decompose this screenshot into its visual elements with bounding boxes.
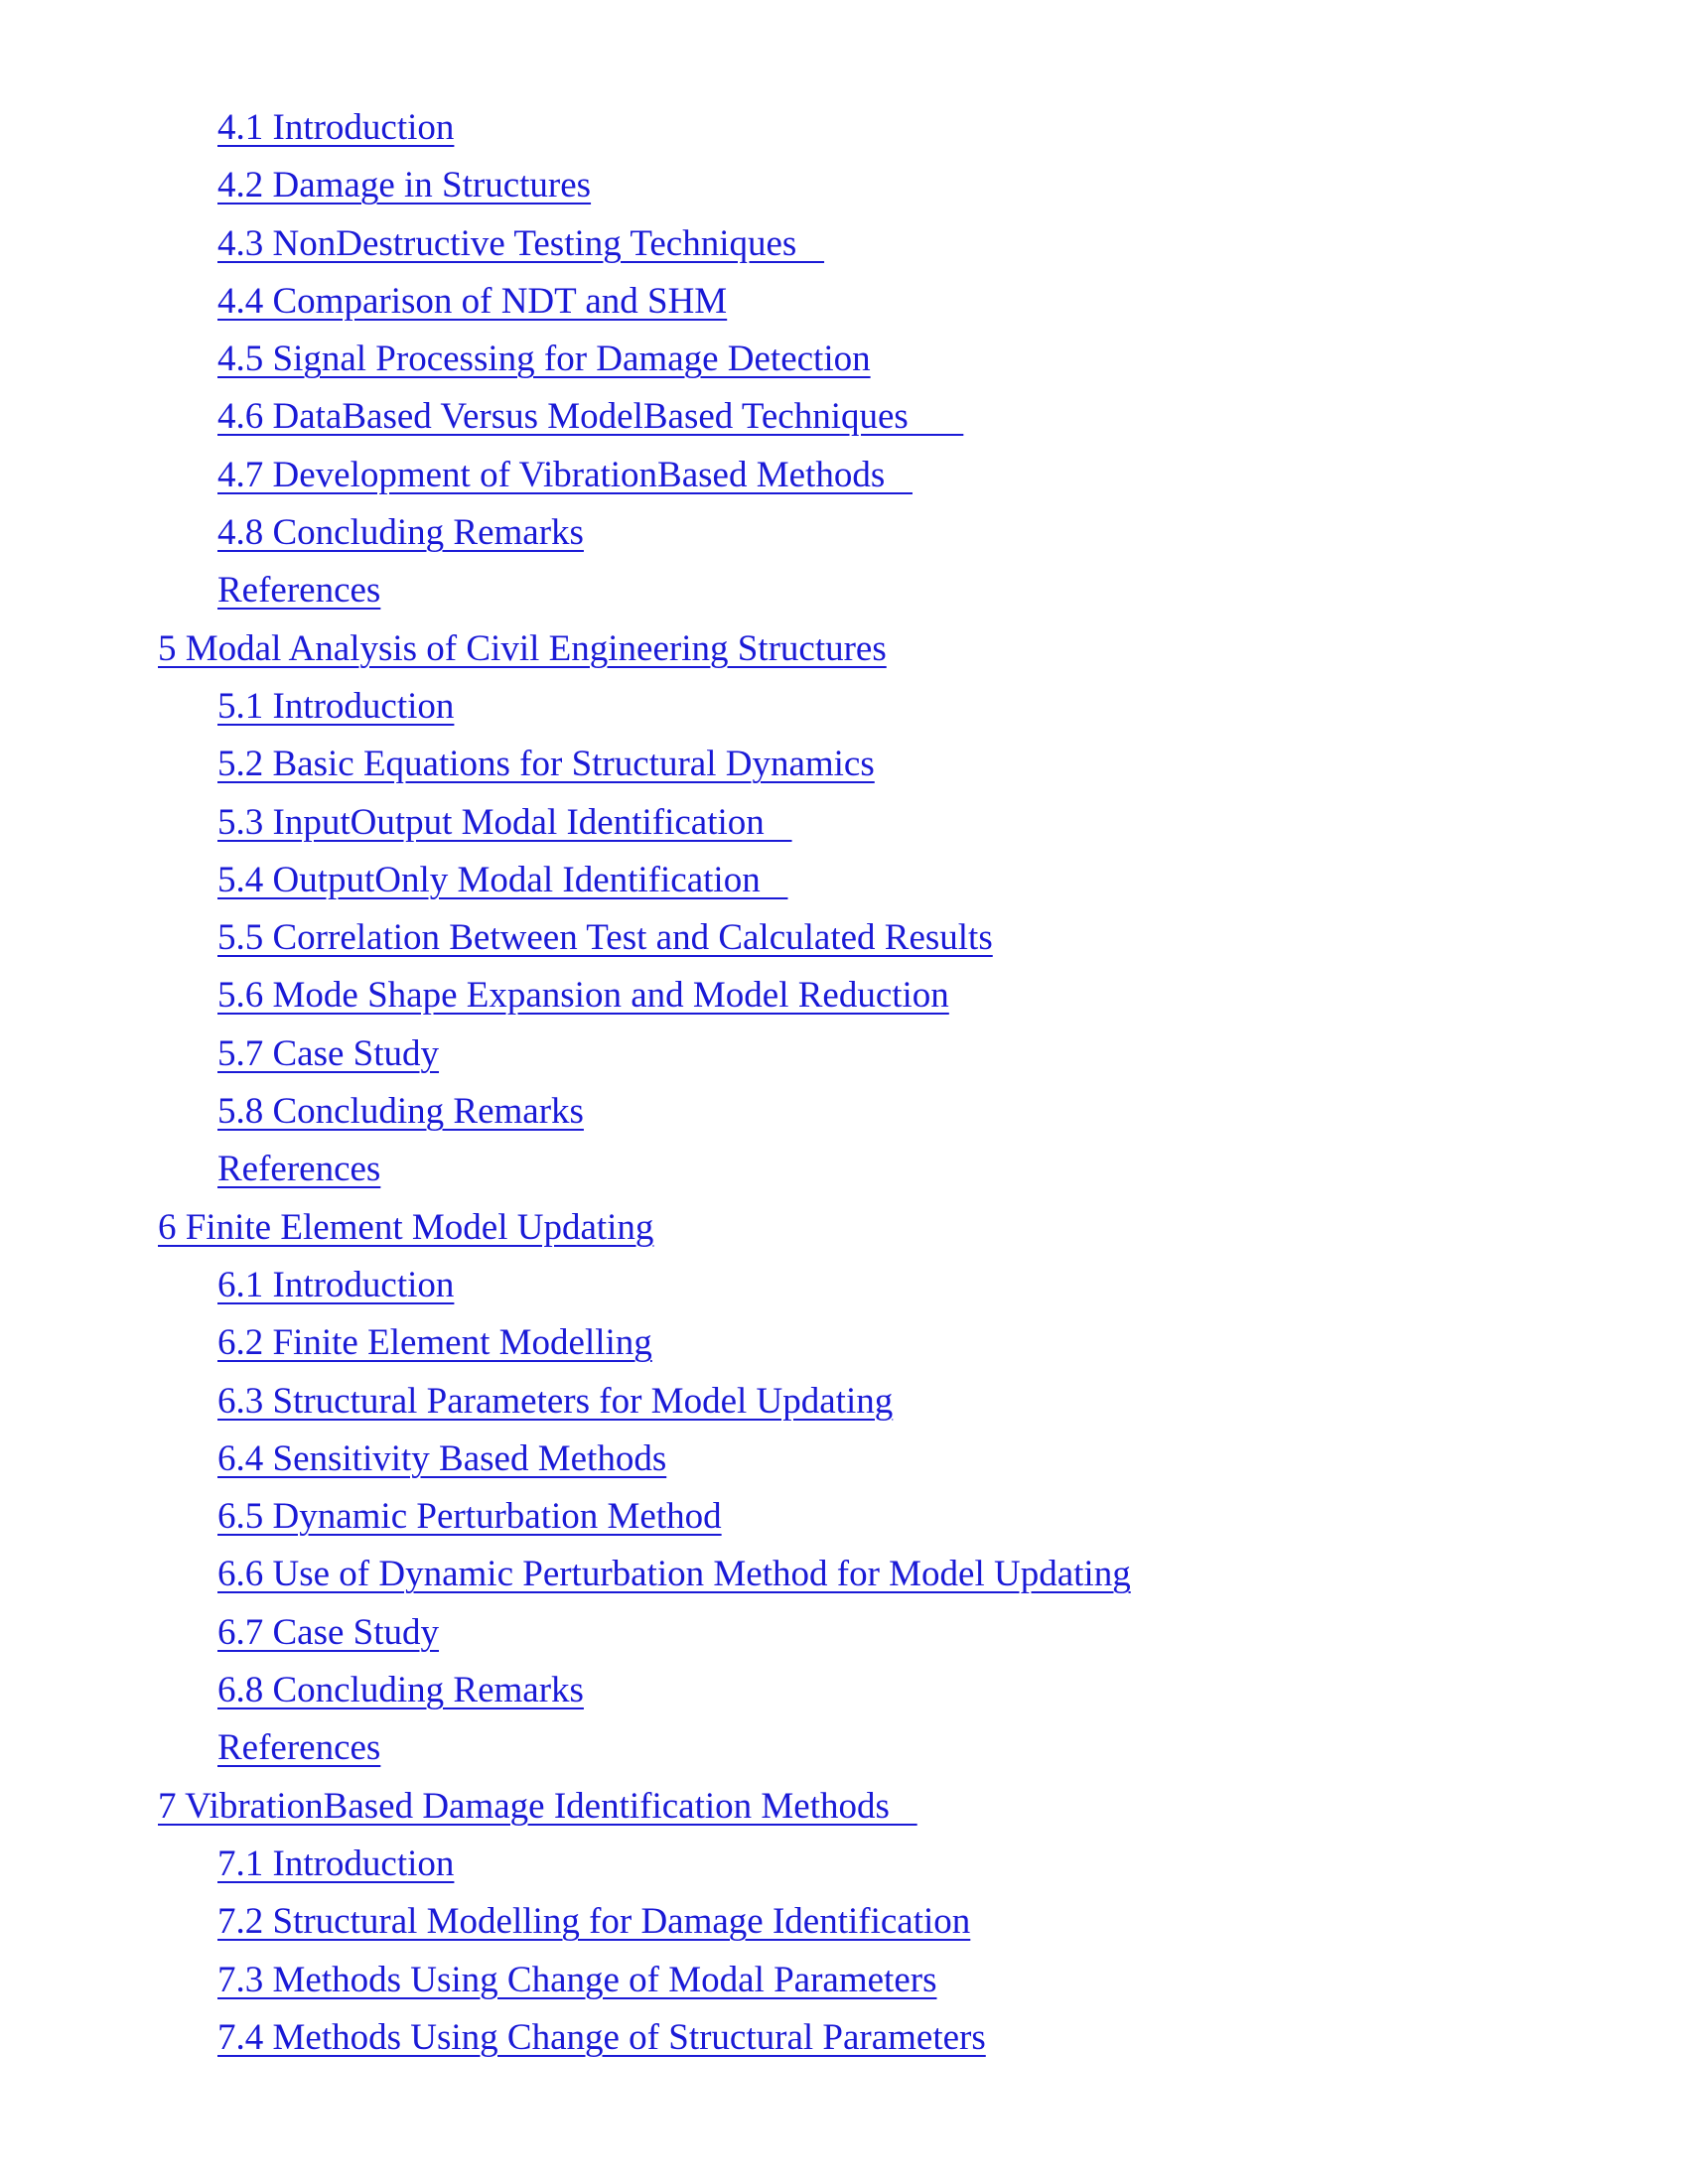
section-link[interactable]: 7.3 Methods Using Change of Modal Parameters [217, 1959, 937, 2000]
section-link[interactable]: 4.1 Introduction [217, 107, 455, 148]
toc-section-entry [0, 967, 1688, 1024]
toc-section-entry [0, 504, 1688, 562]
toc-section-entry [0, 852, 1688, 909]
toc-section-entry [0, 331, 1688, 388]
toc-section-entry [0, 2009, 1688, 2067]
section-link[interactable]: 4.6 DataBased Versus ModelBased Techniques [217, 396, 964, 438]
toc-section-entry [0, 447, 1688, 504]
section-link[interactable]: 5.1 Introduction [217, 685, 455, 727]
section-link[interactable]: 5.4 OutputOnly Modal Identification [217, 859, 788, 900]
toc-chapter-entry [0, 1778, 1688, 1836]
toc-section-entry [0, 273, 1688, 331]
toc-section-entry [0, 1836, 1688, 1893]
section-link[interactable]: 5.2 Basic Equations for Structural Dynamics [217, 744, 875, 785]
table-of-contents [0, 99, 1688, 2067]
section-link[interactable]: 4.8 Concluding Remarks [217, 512, 584, 554]
toc-section-entry [0, 562, 1688, 619]
toc-section-entry [0, 1546, 1688, 1603]
section-link[interactable]: References [217, 1149, 381, 1190]
section-link[interactable]: 6.7 Case Study [217, 1611, 440, 1653]
chapter-link[interactable]: 6 Finite Element Model Updating [158, 1206, 654, 1248]
toc-section-entry [0, 909, 1688, 967]
toc-section-entry [0, 678, 1688, 736]
section-link[interactable]: 5.3 InputOutput Modal Identification [217, 801, 792, 843]
section-link[interactable]: 7.2 Structural Modelling for Damage Identification [217, 1901, 971, 1943]
section-link[interactable]: 5.6 Mode Shape Expansion and Model Reduction [217, 975, 949, 1017]
section-link[interactable]: 6.2 Finite Element Modelling [217, 1322, 652, 1364]
section-link[interactable]: 6.3 Structural Parameters for Model Updating [217, 1380, 894, 1422]
toc-section-entry [0, 1952, 1688, 2009]
toc-section-entry [0, 1488, 1688, 1546]
section-link[interactable]: References [217, 570, 381, 612]
section-link[interactable]: 5.7 Case Study [217, 1032, 440, 1074]
toc-section-entry [0, 1719, 1688, 1777]
section-link[interactable]: 6.1 Introduction [217, 1264, 455, 1305]
section-link[interactable]: 5.8 Concluding Remarks [217, 1091, 584, 1133]
section-link[interactable]: 6.8 Concluding Remarks [217, 1670, 584, 1711]
section-link[interactable]: 4.7 Development of VibrationBased Methods [217, 454, 913, 495]
toc-section-entry [0, 1025, 1688, 1083]
toc-section-entry [0, 794, 1688, 852]
section-link[interactable]: 5.5 Correlation Between Test and Calculated Results [217, 917, 993, 959]
section-link[interactable]: 7.1 Introduction [217, 1843, 455, 1884]
section-link[interactable]: 4.5 Signal Processing for Damage Detection [217, 339, 871, 380]
toc-section-entry [0, 1373, 1688, 1431]
section-link[interactable]: 6.6 Use of Dynamic Perturbation Method for Model Updating [217, 1554, 1131, 1595]
toc-section-entry [0, 388, 1688, 446]
toc-section-entry [0, 1141, 1688, 1198]
section-link[interactable]: References [217, 1727, 381, 1769]
chapter-link[interactable]: 5 Modal Analysis of Civil Engineering Structures [158, 627, 887, 669]
section-link[interactable]: 4.3 NonDestructive Testing Techniques [217, 222, 825, 264]
toc-section-entry [0, 1083, 1688, 1141]
toc-section-entry [0, 736, 1688, 793]
section-link[interactable]: 4.2 Damage in Structures [217, 165, 592, 206]
toc-section-entry [0, 1662, 1688, 1719]
toc-chapter-entry [0, 620, 1688, 678]
toc-section-entry [0, 157, 1688, 214]
section-link[interactable]: 6.5 Dynamic Perturbation Method [217, 1496, 722, 1538]
toc-section-entry [0, 99, 1688, 157]
toc-section-entry [0, 215, 1688, 273]
section-link[interactable]: 6.4 Sensitivity Based Methods [217, 1437, 667, 1479]
toc-section-entry [0, 1893, 1688, 1951]
section-link[interactable]: 4.4 Comparison of NDT and SHM [217, 280, 728, 322]
toc-section-entry [0, 1314, 1688, 1372]
toc-section-entry [0, 1604, 1688, 1662]
section-link[interactable]: 7.4 Methods Using Change of Structural Parameters [217, 2016, 986, 2058]
toc-chapter-entry [0, 1199, 1688, 1257]
toc-section-entry [0, 1257, 1688, 1314]
chapter-link[interactable]: 7 VibrationBased Damage Identification Methods [158, 1785, 917, 1827]
toc-section-entry [0, 1431, 1688, 1488]
